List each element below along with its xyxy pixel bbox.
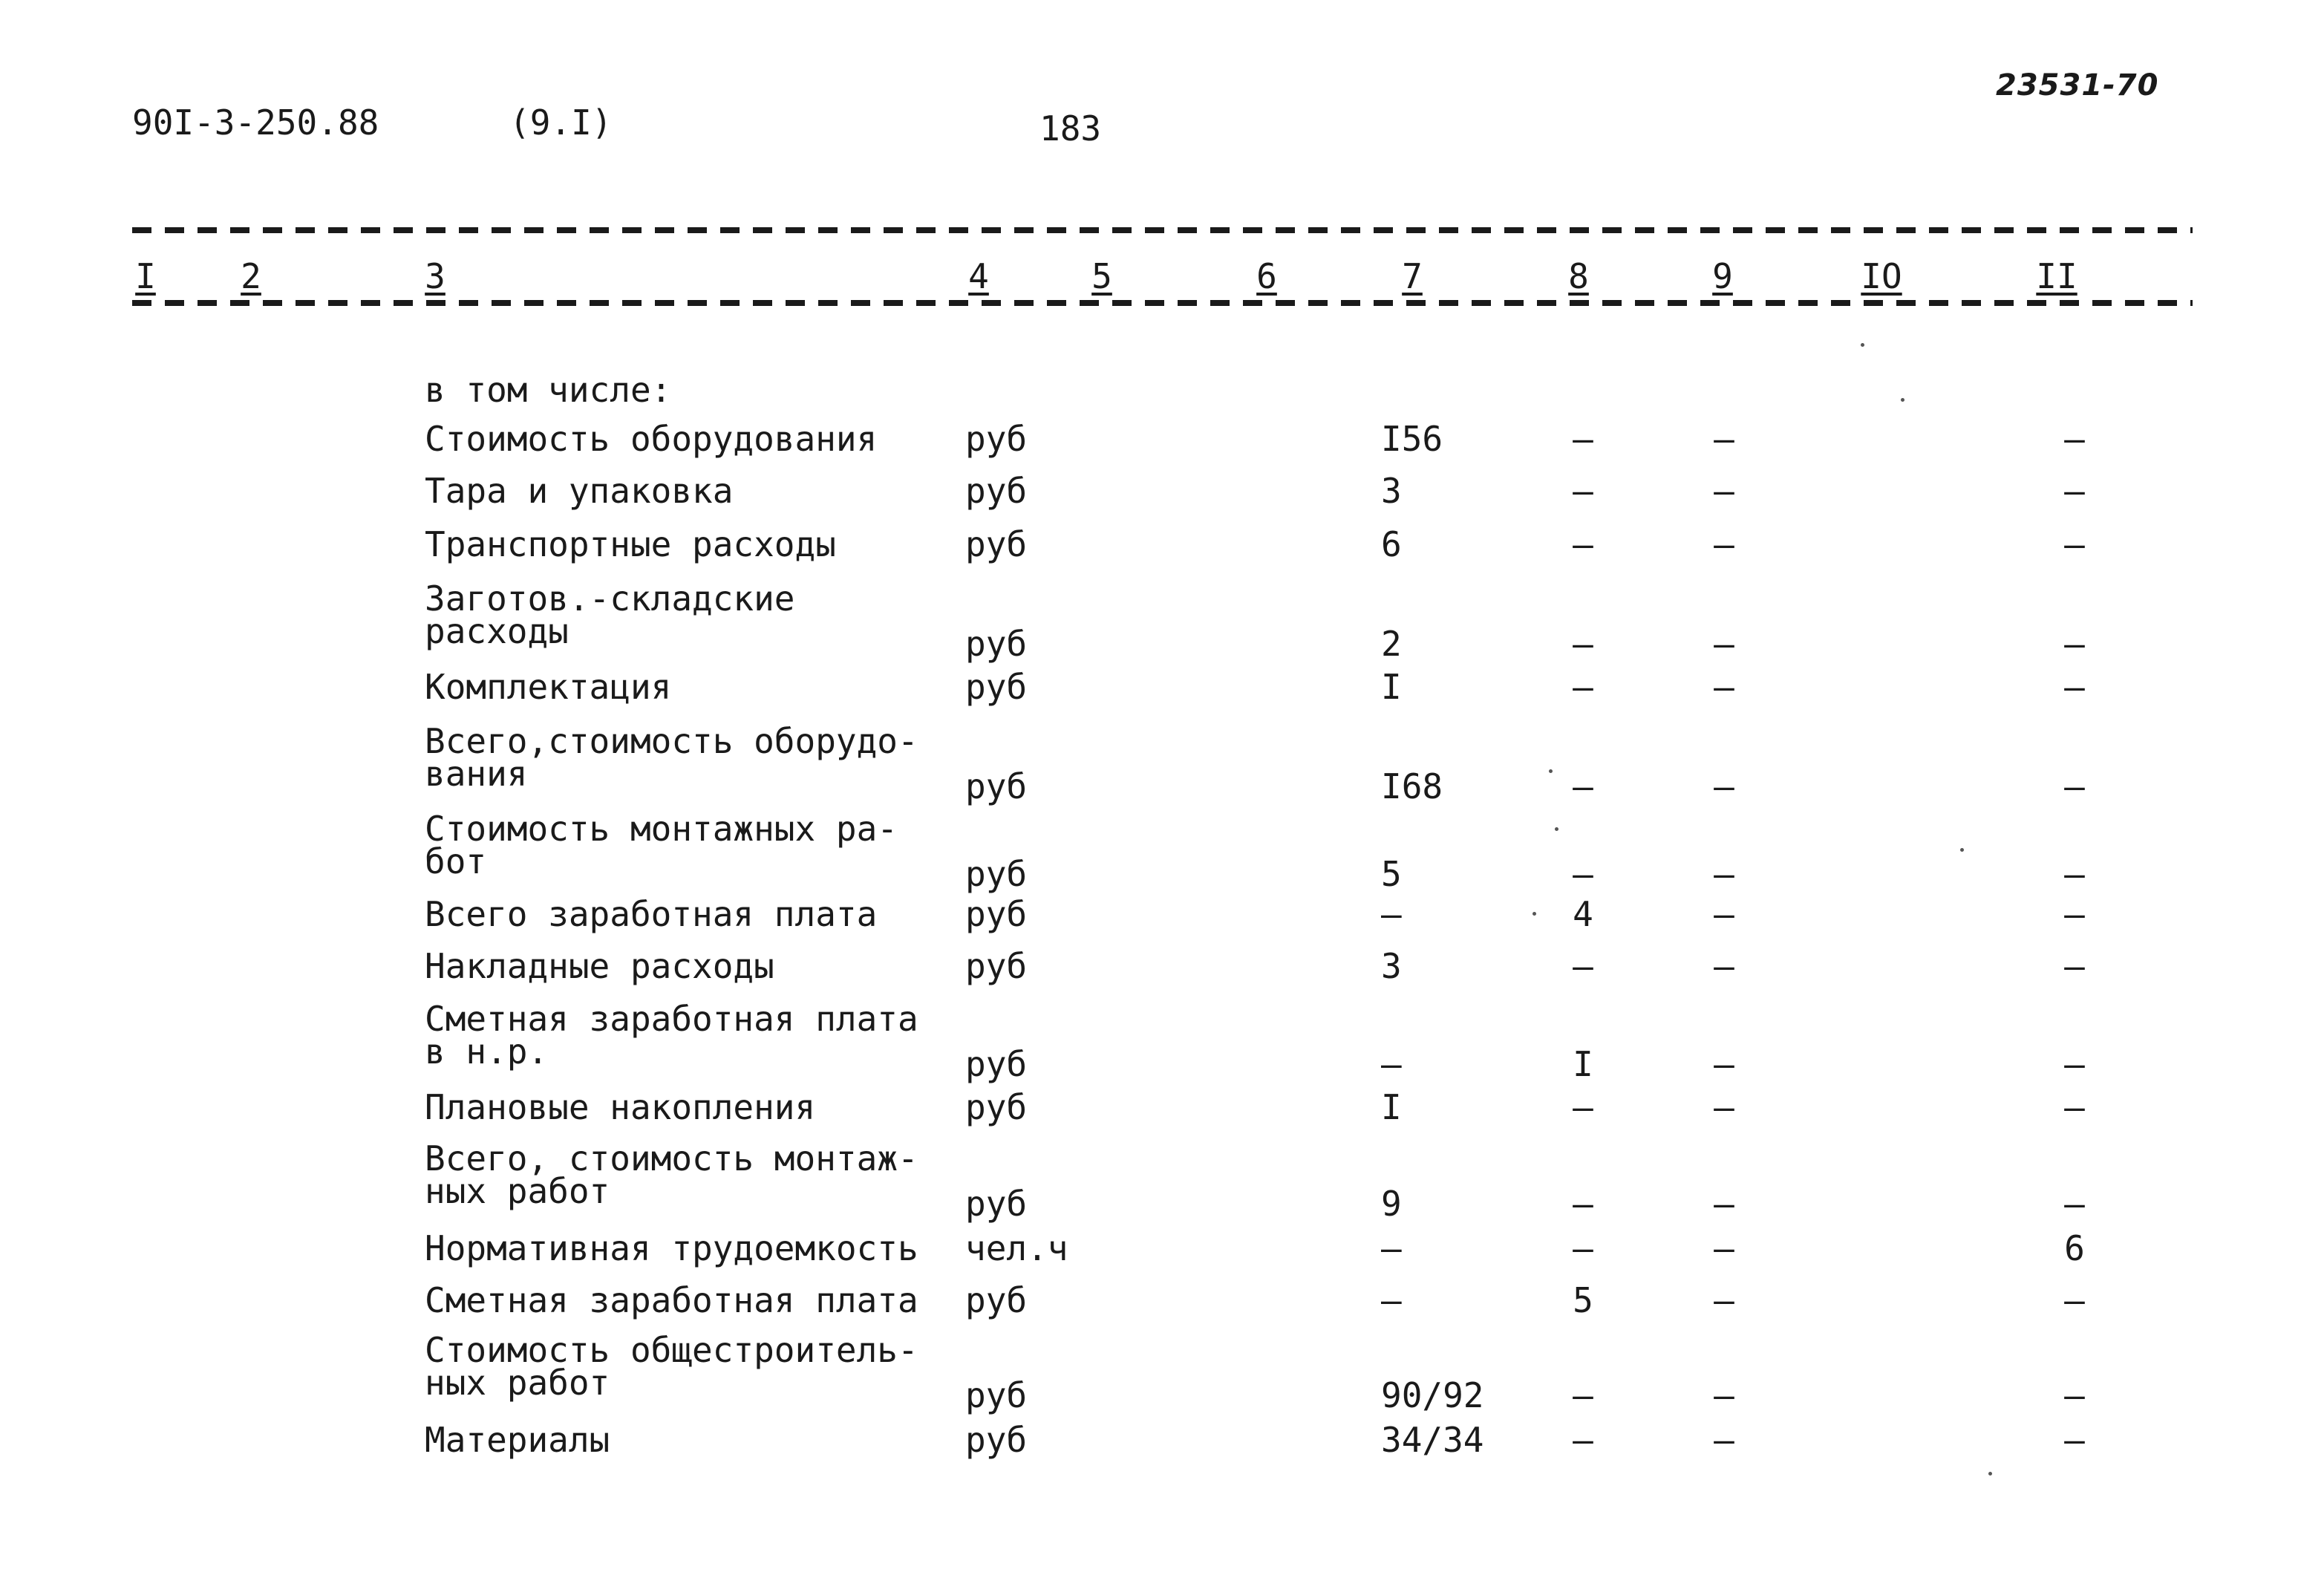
row-col8: – xyxy=(1573,946,1593,986)
column-number: 5 xyxy=(1088,257,1115,296)
row-col7: I68 xyxy=(1381,766,1443,806)
row-name: Стоимость оборудования xyxy=(425,419,878,459)
row-col8: – xyxy=(1573,1184,1593,1224)
document-code: 90I-3-250.88 xyxy=(132,102,379,143)
row-name: Заготов.-складские расходы xyxy=(425,578,795,651)
column-dashed-rule xyxy=(132,300,2193,306)
row-name: Всего, стоимость монтаж- ных работ xyxy=(425,1138,918,1211)
row-unit: руб xyxy=(965,524,1028,564)
row-col7: I56 xyxy=(1381,419,1443,459)
row-col8: – xyxy=(1573,854,1593,894)
column-number: 3 xyxy=(422,257,448,296)
row-name: Плановые накопления xyxy=(425,1087,816,1127)
row-col8: – xyxy=(1573,419,1593,459)
row-col11: – xyxy=(2064,894,2085,934)
row-col8: – xyxy=(1573,1087,1593,1127)
column-number: II xyxy=(2033,257,2080,296)
row-col9: – xyxy=(1714,667,1734,707)
row-col8: – xyxy=(1573,1228,1593,1268)
row-col11: – xyxy=(2064,1087,2085,1127)
row-col9: – xyxy=(1714,854,1734,894)
row-col8: – xyxy=(1573,667,1593,707)
row-col11: – xyxy=(2064,667,2085,707)
row-col11: – xyxy=(2064,1184,2085,1224)
column-number: 2 xyxy=(238,257,264,296)
row-col9: – xyxy=(1714,624,1734,664)
row-unit: руб xyxy=(965,1184,1028,1224)
row-col9: – xyxy=(1714,894,1734,934)
row-col7: 9 xyxy=(1381,1184,1402,1224)
row-col7: 3 xyxy=(1381,946,1402,986)
row-col9: – xyxy=(1714,1375,1734,1415)
row-unit: руб xyxy=(965,766,1028,806)
row-name: Стоимость монтажных ра- бот xyxy=(425,809,898,881)
row-col11: – xyxy=(2064,1044,2085,1084)
row-col9: – xyxy=(1714,1087,1734,1127)
scan-speck xyxy=(1901,398,1904,402)
row-unit: руб xyxy=(965,624,1028,664)
row-col7: I xyxy=(1381,667,1402,707)
archive-number: 23531-70 xyxy=(1996,68,2159,102)
row-unit: руб xyxy=(965,1420,1028,1460)
row-col7: 3 xyxy=(1381,471,1402,511)
row-col8: – xyxy=(1573,471,1593,511)
row-col7: 90/92 xyxy=(1381,1375,1484,1415)
row-col11: – xyxy=(2064,624,2085,664)
row-unit: руб xyxy=(965,854,1028,894)
row-col7: – xyxy=(1381,1044,1402,1084)
row-unit: руб xyxy=(965,894,1028,934)
row-col11: – xyxy=(2064,946,2085,986)
row-name: Нормативная трудоемкость xyxy=(425,1228,918,1268)
row-unit: руб xyxy=(965,471,1028,511)
row-col7: 34/34 xyxy=(1381,1420,1484,1460)
section-number: (9.I) xyxy=(509,102,613,143)
section-label: в том числе: xyxy=(425,370,672,410)
row-col11: – xyxy=(2064,419,2085,459)
scan-speck xyxy=(1960,848,1964,852)
row-col9: – xyxy=(1714,1184,1734,1224)
row-name: Сметная заработная плата xyxy=(425,1280,918,1320)
row-col11: – xyxy=(2064,471,2085,511)
row-col9: – xyxy=(1714,1044,1734,1084)
row-name: Материалы xyxy=(425,1420,610,1460)
row-col7: 2 xyxy=(1381,624,1402,664)
row-col7: – xyxy=(1381,1228,1402,1268)
row-name: Сметная заработная плата в н.р. xyxy=(425,999,918,1072)
row-col9: – xyxy=(1714,524,1734,564)
row-name: Транспортные расходы xyxy=(425,524,836,564)
row-unit: руб xyxy=(965,1087,1028,1127)
row-unit: руб xyxy=(965,1375,1028,1415)
scan-speck xyxy=(1533,912,1536,916)
row-col11: – xyxy=(2064,854,2085,894)
row-unit: руб xyxy=(965,1280,1028,1320)
row-name: Всего заработная плата xyxy=(425,894,878,934)
scan-speck xyxy=(1861,343,1864,347)
column-number: 9 xyxy=(1709,257,1736,296)
column-number: 6 xyxy=(1253,257,1280,296)
row-unit: руб xyxy=(965,667,1028,707)
row-unit: чел.ч xyxy=(965,1228,1068,1268)
row-col11: – xyxy=(2064,524,2085,564)
scan-speck xyxy=(1549,769,1553,773)
column-number: 7 xyxy=(1399,257,1426,296)
row-name: Тара и упаковка xyxy=(425,471,734,511)
row-col7: – xyxy=(1381,894,1402,934)
scan-speck xyxy=(1988,1472,1992,1476)
row-col9: – xyxy=(1714,1420,1734,1460)
row-col8: I xyxy=(1573,1044,1593,1084)
row-col11: – xyxy=(2064,766,2085,806)
row-col7: – xyxy=(1381,1280,1402,1320)
column-number: 8 xyxy=(1565,257,1592,296)
row-name: Стоимость общестроитель- ных работ xyxy=(425,1330,918,1403)
column-number: I xyxy=(132,257,159,296)
column-number: IO xyxy=(1858,257,1904,296)
row-col8: – xyxy=(1573,766,1593,806)
row-unit: руб xyxy=(965,419,1028,459)
row-col9: – xyxy=(1714,1228,1734,1268)
row-unit: руб xyxy=(965,1044,1028,1084)
row-col7: 5 xyxy=(1381,854,1402,894)
row-col8: – xyxy=(1573,624,1593,664)
row-col7: I xyxy=(1381,1087,1402,1127)
row-col11: – xyxy=(2064,1420,2085,1460)
row-col9: – xyxy=(1714,419,1734,459)
row-col9: – xyxy=(1714,471,1734,511)
scan-speck xyxy=(1555,827,1558,831)
row-name: Всего,стоимость оборудо- вания xyxy=(425,721,918,794)
column-number: 4 xyxy=(965,257,992,296)
row-col7: 6 xyxy=(1381,524,1402,564)
row-col8: – xyxy=(1573,1375,1593,1415)
row-name: Комплектация xyxy=(425,667,672,707)
row-col8: – xyxy=(1573,1420,1593,1460)
row-unit: руб xyxy=(965,946,1028,986)
row-col11: – xyxy=(2064,1280,2085,1320)
row-col9: – xyxy=(1714,946,1734,986)
row-col8: 5 xyxy=(1573,1280,1593,1320)
page-number: 183 xyxy=(1039,108,1102,149)
top-dashed-rule xyxy=(132,227,2193,233)
row-col8: 4 xyxy=(1573,894,1593,934)
row-col11: 6 xyxy=(2064,1228,2085,1268)
row-col9: – xyxy=(1714,766,1734,806)
row-name: Накладные расходы xyxy=(425,946,774,986)
row-col9: – xyxy=(1714,1280,1734,1320)
row-col8: – xyxy=(1573,524,1593,564)
row-col11: – xyxy=(2064,1375,2085,1415)
